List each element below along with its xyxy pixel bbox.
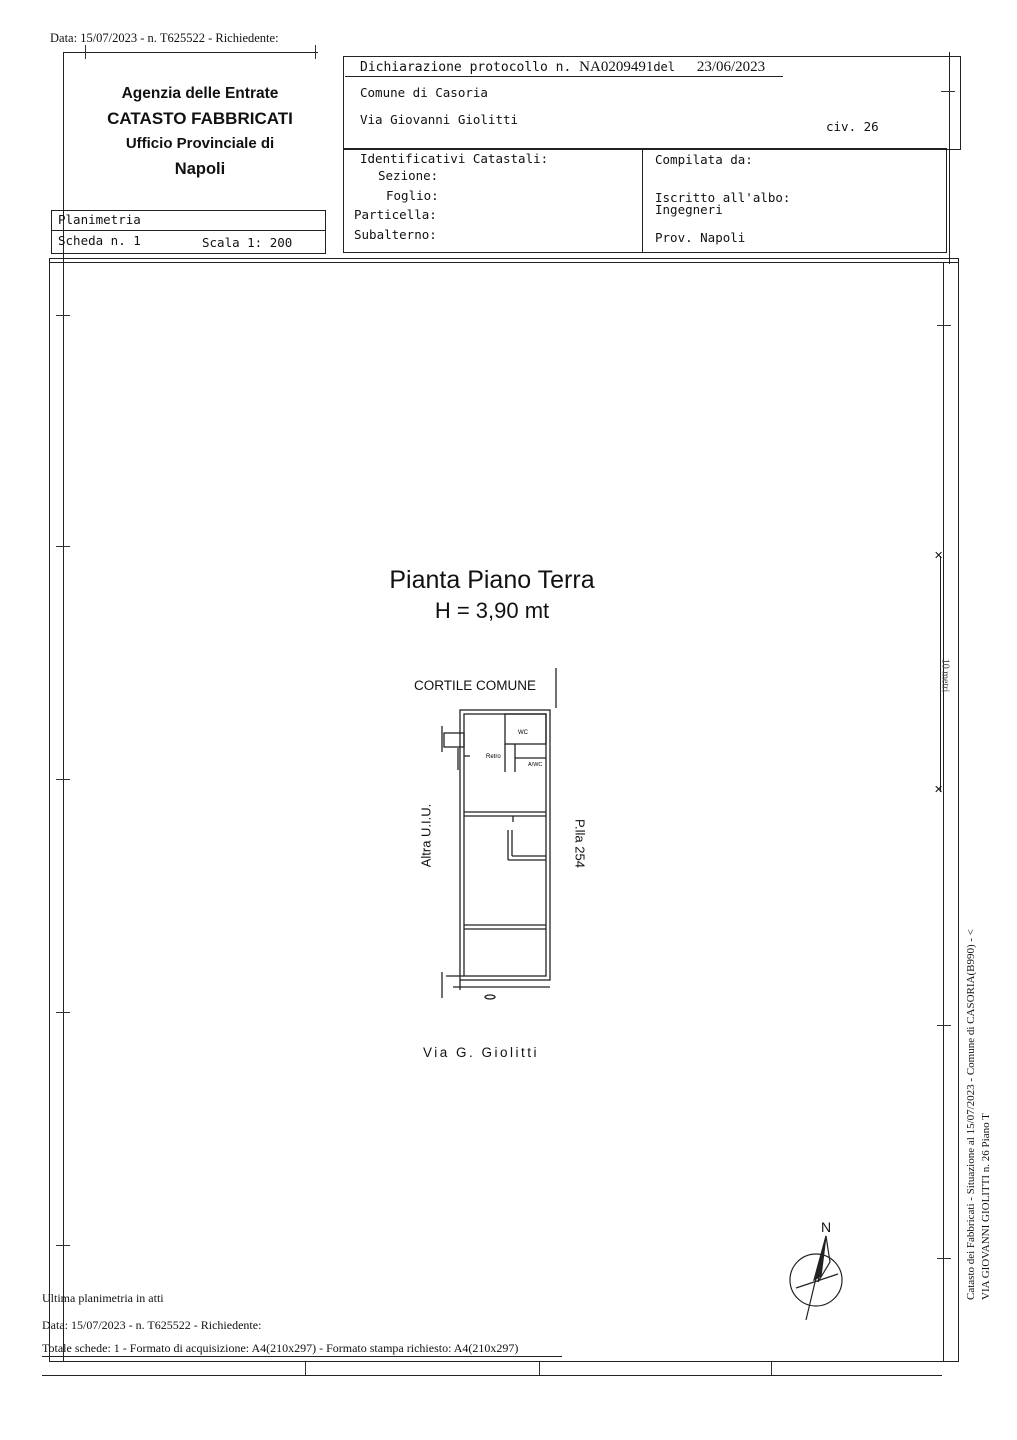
protocol-label: Dichiarazione protocollo n. bbox=[360, 60, 572, 75]
registered-label: Iscritto all'albo: bbox=[655, 190, 791, 205]
footer-bottom-line bbox=[42, 1375, 942, 1376]
margin-tick bbox=[937, 1025, 951, 1026]
frame-top-line bbox=[63, 52, 318, 53]
parcel-label: P.lla 254 bbox=[572, 819, 588, 868]
margin-tick bbox=[771, 1362, 772, 1376]
protocol-date: 23/06/2023 bbox=[696, 59, 766, 75]
north-arrow-icon bbox=[784, 1232, 864, 1322]
side-situation-text: Catasto dei Fabbricati - Situazione al 15/07/2023 - Comune di CASORIA(B990) - < bbox=[965, 929, 977, 1300]
margin-tick bbox=[56, 779, 70, 780]
protocol-number: NA0209491 bbox=[579, 59, 654, 75]
sezione-label: Sezione: bbox=[378, 168, 439, 183]
agency-city: Napoli bbox=[174, 160, 226, 178]
margin-tick bbox=[56, 546, 70, 547]
courtyard-label: CORTILE COMUNE bbox=[414, 678, 537, 693]
sheet-number: Scheda n. 1 bbox=[58, 233, 141, 248]
header-request-line: Data: 15/07/2023 - n. T625522 - Richiedente: bbox=[50, 31, 279, 45]
footer-request-line: Data: 15/07/2023 - n. T625522 - Richiedente: bbox=[42, 1318, 262, 1332]
drawing-frame-inner-top bbox=[49, 262, 959, 263]
protocol-line bbox=[360, 59, 765, 76]
civic-number: civ. 26 bbox=[826, 119, 879, 134]
scale-bar-label: 10 metri bbox=[939, 658, 951, 693]
margin-tick bbox=[937, 1258, 951, 1259]
footer-last-plan: Ultima planimetria in atti bbox=[42, 1291, 164, 1305]
agency-catasto: CATASTO FABBRICATI bbox=[107, 109, 293, 128]
compiled-by-label: Compilata da: bbox=[655, 152, 753, 167]
plan-height: H = 3,90 mt bbox=[434, 598, 550, 623]
margin-tick bbox=[941, 91, 955, 92]
margin-tick bbox=[937, 325, 951, 326]
agency-block bbox=[100, 82, 300, 182]
scale-bar-end-mark: ✕ bbox=[934, 549, 944, 562]
margin-tick bbox=[305, 1362, 306, 1376]
margin-tick bbox=[56, 315, 70, 316]
identifiers-divider bbox=[642, 148, 643, 253]
registered-order: Ingegneri bbox=[655, 202, 723, 217]
margin-tick bbox=[315, 45, 316, 59]
drawing-frame-inner-right bbox=[943, 262, 944, 1362]
neighbor-unit-label: Altra U.I.U. bbox=[418, 803, 434, 868]
identifiers-title: Identificativi Catastali: bbox=[360, 151, 549, 166]
margin-tick bbox=[56, 1012, 70, 1013]
street-address: Via Giovanni Giolitti bbox=[360, 112, 519, 127]
margin-tick bbox=[539, 1362, 540, 1376]
planimetria-label: Planimetria bbox=[58, 212, 141, 227]
room-wc-label: WC bbox=[518, 730, 528, 736]
plan-title: Pianta Piano Terra bbox=[389, 566, 595, 594]
province-label: Prov. Napoli bbox=[655, 230, 746, 245]
agency-office: Ufficio Provinciale di bbox=[125, 135, 275, 152]
footer-underline bbox=[42, 1356, 562, 1357]
sheet-scale: Scala 1: 200 bbox=[202, 235, 293, 250]
foglio-label: Foglio: bbox=[386, 188, 439, 203]
particella-label: Particella: bbox=[354, 207, 437, 222]
scale-bar-end-mark: ✕ bbox=[934, 783, 944, 796]
protocol-date-label: del bbox=[653, 60, 676, 74]
floor-plan bbox=[420, 660, 580, 1005]
municipality: Comune di Casoria bbox=[360, 85, 488, 100]
subalterno-label: Subalterno: bbox=[354, 227, 437, 242]
margin-tick bbox=[56, 1245, 70, 1246]
sheet-divider bbox=[51, 230, 326, 231]
margin-tick bbox=[85, 45, 86, 59]
protocol-underline bbox=[345, 76, 783, 77]
agency-name: Agenzia delle Entrate bbox=[121, 85, 279, 102]
room-retro-label: Retro bbox=[486, 754, 501, 760]
room-awc-label: A/WC bbox=[528, 762, 543, 768]
street-label: Via G. Giolitti bbox=[423, 1045, 540, 1060]
north-label: N bbox=[821, 1219, 832, 1235]
side-address-text: VIA GIOVANNI GIOLITTI n. 26 Piano T bbox=[980, 1113, 992, 1300]
footer-sheets-line: Totale schede: 1 - Formato di acquisizione: A4(210x297) - Formato stampa richiesto: A4(210x297) bbox=[42, 1341, 519, 1355]
